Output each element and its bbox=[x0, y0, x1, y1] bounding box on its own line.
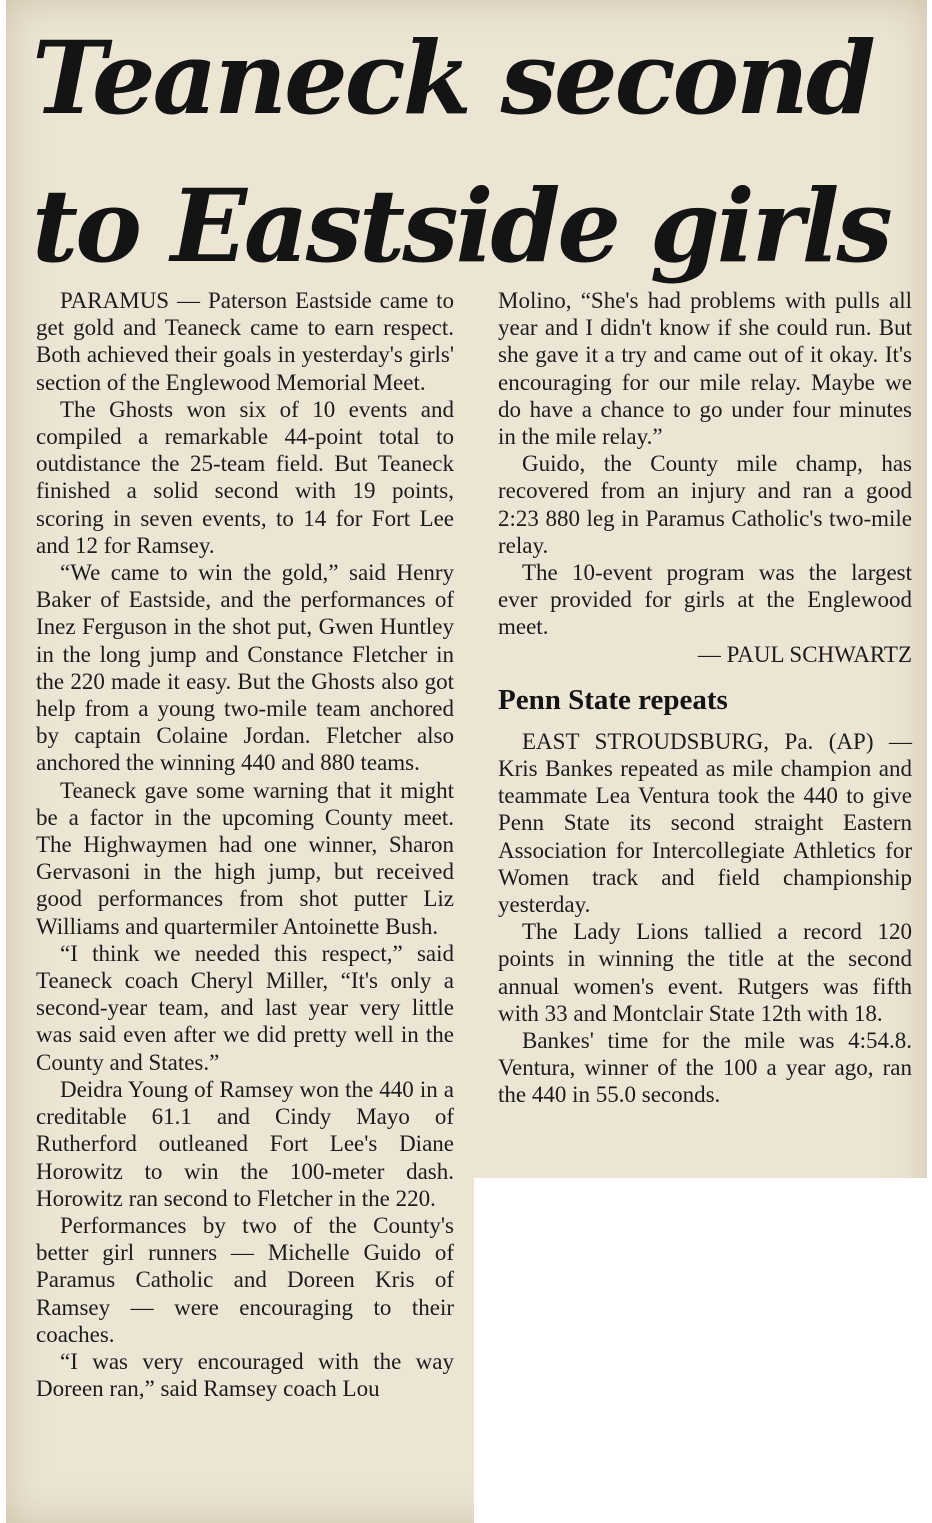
sidebar-subhead: Penn State repeats bbox=[498, 683, 728, 716]
article-paragraph: The Ghosts won six of 10 events and compiled a remarkable 44-point total to outdistance the 25-team field. But Teaneck finished a solid second with 19 points, scoring in seven events, to 14 for Fort Lee and 12 for Ramsey. bbox=[36, 396, 454, 558]
article-paragraph: Guido, the County mile champ, has recovered from an injury and ran a good 2:23 880 leg in Paramus Catholic's two-mile relay. bbox=[498, 451, 912, 558]
sidebar-paragraph: The Lady Lions tallied a record 120 points in winning the title at the second annual women's event. Rutgers was fifth with 33 and Montclair State 12th with 18. bbox=[498, 919, 912, 1026]
article-paragraph: Teaneck gave some warning that it might be a factor in the upcoming County meet. The Highwaymen had one winner, Sharon Gervasoni in the high jump, but received good performances from shot putter Liz Williams and quartermiler Antoinette Bush. bbox=[36, 777, 454, 939]
blank-area bbox=[474, 1178, 932, 1523]
article-paragraph: Deidra Young of Ramsey won the 440 in a creditable 61.1 and Cindy Mayo of Rutherford outleaned Fort Lee's Diane Horowitz to win the 100-meter dash. Horowitz ran second to Fletcher in the 220. bbox=[36, 1076, 454, 1211]
sidebar-paragraph: EAST STROUDSBURG, Pa. (AP) — Kris Bankes repeated as mile champion and teammate Lea Ventura took the 440 to give Penn State its second straight Eastern Association for Intercollegiate Athletics for Women track and field championship yesterday. bbox=[498, 728, 912, 918]
article-column-right bbox=[498, 287, 912, 1109]
article-paragraph: “We came to win the gold,” said Henry Baker of Eastside, and the performances of Inez Ferguson in the shot put, Gwen Huntley in the long jump and Constance Fletcher in the 220 made it easy. But the Ghosts also got help from a young two-mile team anchored by captain Colaine Jordan. Fletcher also anchored the winning 440 and 880 teams. bbox=[36, 560, 454, 776]
article-column-left bbox=[36, 287, 454, 1517]
headline: Teaneck second to Eastside girls bbox=[32, 19, 890, 285]
article-paragraph: “I think we needed this respect,” said Teaneck coach Cheryl Miller, “It's only a second-year team, and last year very little was said even after we did pretty well in the County and States.” bbox=[36, 940, 454, 1075]
sidebar-paragraph: Bankes' time for the mile was 4:54.8. Ventura, winner of the 100 a year ago, ran the 440 in 55.0 seconds. bbox=[498, 1028, 912, 1108]
article-paragraph: Performances by two of the County's better girl runners — Michelle Guido of Paramus Catholic and Doreen Kris of Ramsey — were encouraging to their coaches. bbox=[36, 1212, 454, 1347]
article-paragraph: “I was very encouraged with the way Doreen ran,” said Ramsey coach Lou bbox=[36, 1348, 454, 1402]
article-paragraph: PARAMUS — Paterson Eastside came to get gold and Teaneck came to earn respect. Both achieved their goals in yesterday's girls' section of the Englewood Memorial Meet. bbox=[36, 288, 454, 395]
byline: — PAUL SCHWARTZ bbox=[697, 641, 912, 667]
article-paragraph: The 10-event program was the largest ever provided for girls at the Englewood meet. bbox=[498, 560, 912, 640]
article-paragraph: Molino, “She's had problems with pulls all year and I didn't know if she could run. But she gave it a try and came out of it okay. It's encouraging for our mile relay. Maybe we do have a chance to go under four minutes in the mile relay.” bbox=[498, 288, 912, 450]
